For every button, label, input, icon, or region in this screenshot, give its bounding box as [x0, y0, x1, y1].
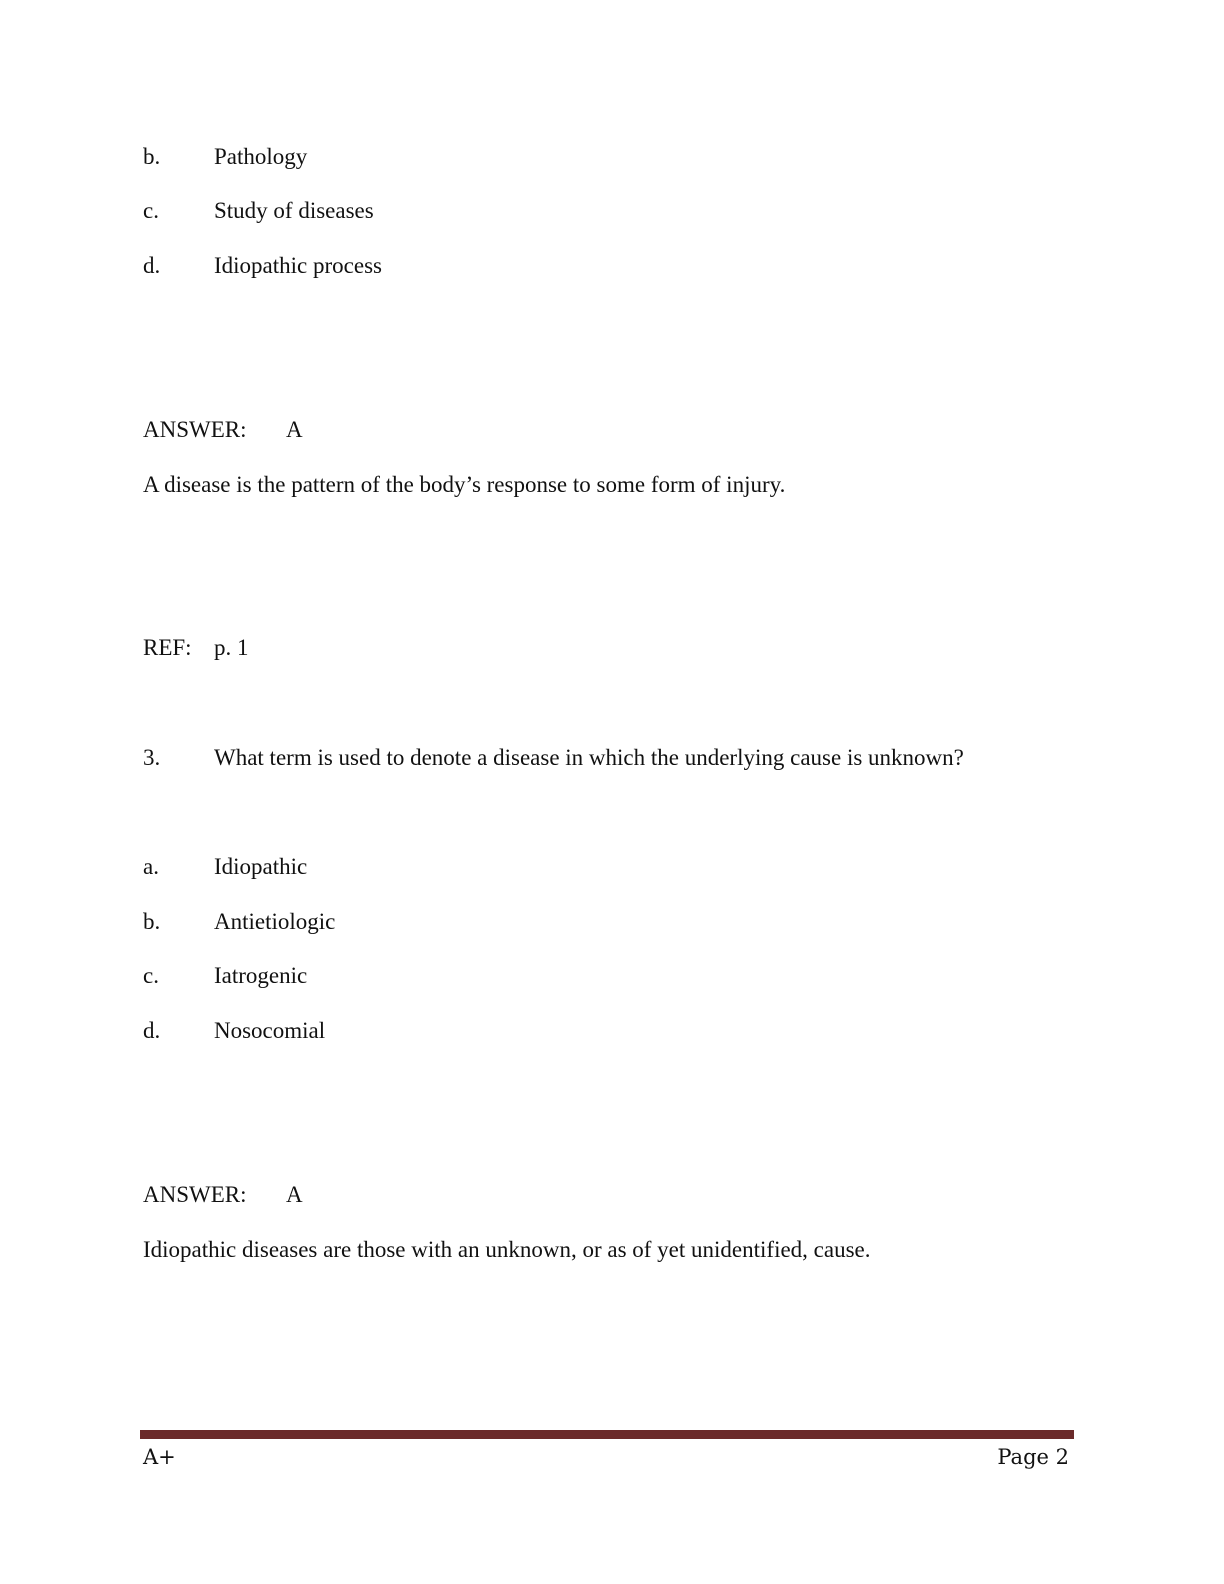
q2-option-c: [143, 197, 374, 225]
option-text: Study of diseases: [214, 198, 374, 223]
q2-option-d: [143, 252, 382, 280]
option-text: Pathology: [214, 144, 308, 169]
option-text: Idiopathic: [214, 854, 308, 879]
ref-value: p. 1: [214, 635, 249, 660]
question-text: What term is used to denote a disease in which the underlying cause is unknown?: [214, 745, 964, 770]
option-text: Nosocomial: [214, 1018, 326, 1043]
q3-question: [143, 744, 964, 772]
q2-answer: [143, 416, 303, 444]
q3-explanation: Idiopathic diseases are those with an unknown, or as of yet unidentified, cause.: [143, 1237, 871, 1262]
answer-label: ANSWER:: [143, 1182, 247, 1207]
q3-option-c: [143, 962, 307, 990]
option-letter: c.: [143, 198, 159, 223]
q2-explanation: A disease is the pattern of the body’s response to some form of injury.: [143, 472, 786, 497]
footer-divider: [140, 1430, 1074, 1439]
option-text: Antietiologic: [214, 909, 336, 934]
answer-value: A: [286, 1182, 303, 1207]
q3-option-b: [143, 908, 335, 936]
option-text: Idiopathic process: [214, 253, 382, 278]
option-letter: b.: [143, 909, 161, 934]
option-letter: b.: [143, 144, 161, 169]
footer-left-text: A+: [143, 1445, 176, 1469]
answer-label: ANSWER:: [143, 417, 247, 442]
page-number: Page 2: [997, 1445, 1069, 1469]
q2-option-b: [143, 143, 307, 171]
q2-reference: [143, 634, 249, 662]
option-letter: d.: [143, 1018, 161, 1043]
answer-value: A: [286, 417, 303, 442]
option-letter: d.: [143, 253, 161, 278]
option-letter: a.: [143, 854, 159, 879]
q3-option-d: [143, 1017, 325, 1045]
ref-label: REF:: [143, 635, 192, 660]
option-text: Iatrogenic: [214, 963, 308, 988]
q3-answer: [143, 1181, 303, 1209]
q3-option-a: [143, 853, 307, 881]
question-number: 3.: [143, 745, 161, 770]
option-letter: c.: [143, 963, 159, 988]
